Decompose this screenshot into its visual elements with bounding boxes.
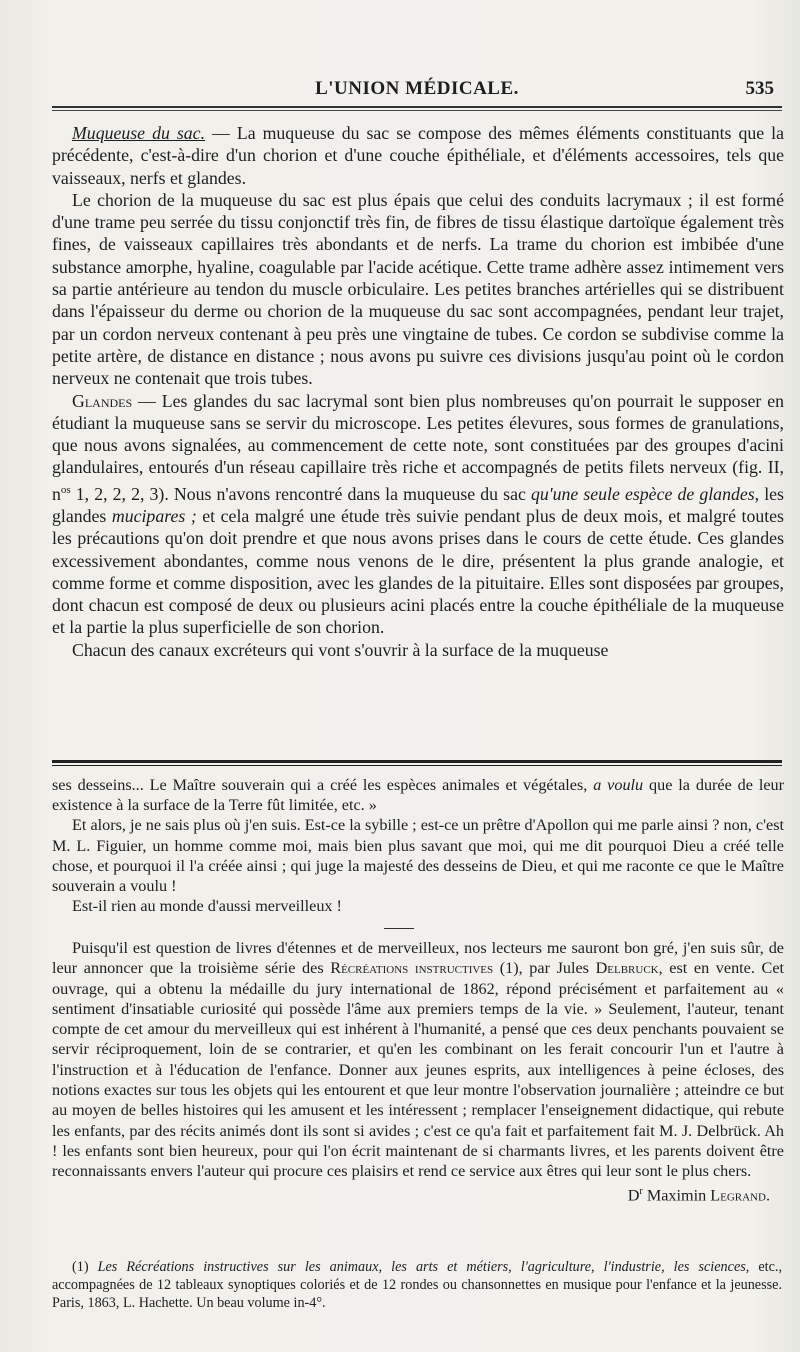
paragraph-canaux: Chacun des canaux excréteurs qui vont s'ouvrir à la surface de la muqueuse (72, 639, 609, 660)
feuilleton-paragraph: ses desseins... Le Maître souverain qui a créé les espèces animales et végétales, a voulu que la durée de leur existence à la surface de la Terre fût limitée, etc. » (52, 776, 785, 815)
paragraph-chorion: Le chorion de la muqueuse du sac est plus épais que celui des conduits lacrymaux ; il est formé d'une trame peu serrée du tissu conjonctif très fin, de fibres de tissu élastique dartoïque également très fines, de vaisseaux capillaires très abondants et de nerfs. La trame du chorion est imbibée d'une substance amorphe, hyaline, coagulable par l'acide acétique. Cette trame adhère assez intimement vers sa partie antérieure au tendon du muscle orbiculaire. Les petites branches artérielles qui se distribuent dans l'épaisseur du derme ou chorion de la muqueuse du sac sont accompagnées, pendant leur trajet, par un cordon nerveux contenant à peu près une vingtaine de tubes. Ce cordon se subdivise comme la petite artère, de distance en distance ; nous avons pu suivre ces divisions jusqu'au point où le cordon nerveux ne contenait que trois tubes. (52, 189, 784, 389)
feuilleton-body (52, 775, 784, 916)
feuilleton-paragraph: Et alors, je ne sais plus où j'en suis. Est-ce la sybille ; est-ce un prêtre d'Apollon qui me parle ainsi ? non, c'est M. L. Figuier, un homme comme moi, mais bien plus savant que moi, qui me dit pourquoi Dieu a créé telle chose, et pourquoi il l'a créée ainsi ; qui juge la majesté des desseins de Dieu, et qui me raconte ce que le Maître souverain a voulu ! (52, 816, 784, 896)
running-title: L'UNION MÉDICALE. (315, 78, 519, 99)
section-lead: Glandes (72, 390, 133, 411)
feuilleton-paragraph: Est-il rien au monde d'aussi merveilleux ! (72, 897, 342, 916)
article-body (52, 122, 784, 661)
review-paragraph: Puisqu'il est question de livres d'étennes et de merveilleux, nos lecteurs me sauront bon gré, j'en suis sûr, de leur annoncer que la troisième série des Récréations instructives (1), par Jules Delbruck, est en vente. Cet ouvrage, qui a obtenu la médaille du jury international de 1862, répond précisément et parfaitement au « sentiment d'insatiable curiosité qui possède l'âme aux premiers temps de la vie. » Seulement, l'auteur, tenant compte de cet amour du merveilleux qui est inhérent à l'humanité, a pensé que ces deux penchants pouvaient se servir réciproquement, loin de se contrarier, et qu'en les combinant on les ferait concourir l'un et l'autre à l'instruction et à l'éducation de l'enfance. Donner aux jeunes esprits, aux intelligences à peine écloses, des notions exactes sur tous les objets qui les entourent et que leur montre l'observation journalière ; atteindre ce but au moyen de belles histoires qui les amusent et les intéressent ; remplacer l'enseignement didactique, qui rebute les enfants, par des récits animés dont ils sont si avides ; c'est ce qu'a fait et parfaitement fait M. J. Delbrück. Ah ! les enfants sont bien heureux, pour qui l'on écrit maintenant de si charmants livres, et les parents doivent être reconnaissants envers l'auteur qui procure ces plaisirs et rend ce service aux êtres qui leur sont le plus chers. $D^r$ Maximin Legrand. (52, 939, 784, 1204)
header-rule (52, 106, 782, 111)
section-lead: Muqueuse du sac. (72, 123, 206, 143)
feuilleton-separator (52, 760, 782, 766)
footnote: (1) Les Récréations instructives sur les animaux, les arts et métiers, l'agriculture, l'industrie, les sciences, etc., accompagnées de 12 tableaux synoptiques coloriés et de 12 rondes ou chansonnettes en musique pour l'enfance et la jeunesse. Paris, 1863, L. Hachette. Un beau volume in-4°. (52, 1259, 782, 1311)
book-review (52, 938, 784, 1205)
signature: $D^r$ Maximin Legrand. (627, 1185, 770, 1204)
paragraph-glandes: Glandes — Les glandes du sac lacrymal sont bien plus nombreuses qu'on pourrait le supposer en étudiant la muqueuse sans se servir du microscope. Les petites élevures, sous formes de granulations, que nous avons signalées, au commencement de cette note, sont constituées par des groupes d'acini glandulaires, entourés d'un réseau capillaire très riche et accompagnés de petits filets nerveux (fig. II, $n^{os}$ 1, 2, 2, 2, 3). Nous n'avons rencontré dans la muqueuse du sac qu'une seule espèce de glandes, les glandes mucipares ; et cela malgré une étude très suivie pendant plus de deux mois, et malgré toutes les précautions qu'on doit prendre et que nous avons prises dans le cours de cette étude. Ces glandes excessivement abondantes, comme nous venons de le dire, présentent la plus grande analogie, et comme forme et comme disposition, avec les glandes de la pituitaire. Elles sont disposées par groupes, dont chacun est composé de deux ou plusieurs acini placés entre la couche épithéliale de la muqueuse et la partie la plus superficielle de son chorion. (52, 390, 784, 638)
paragraph-muqueuse: Muqueuse du sac. — La muqueuse du sac se compose des mêmes éléments constituants que la précédente, c'est-à-dire d'un chorion et d'une couche épithéliale, et d'éléments accessoires, tels que vaisseaux, nerfs et glandes. (52, 123, 784, 188)
page-header (52, 74, 782, 108)
section-dash (384, 928, 414, 929)
page-number: 535 (745, 78, 774, 99)
